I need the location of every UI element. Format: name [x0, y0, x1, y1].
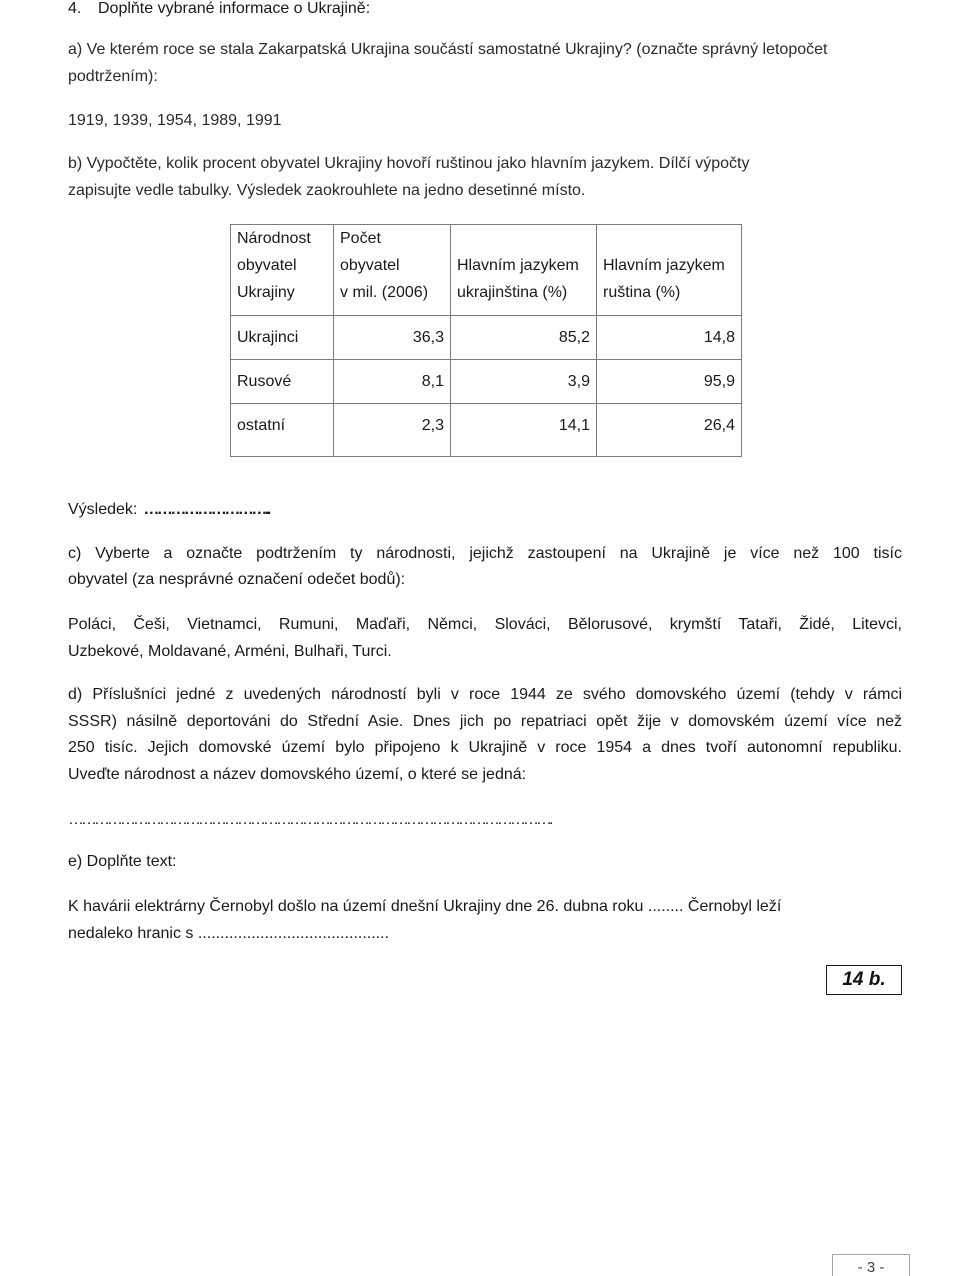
- header-russian-language: [597, 225, 742, 316]
- part-e-line-2: nedaleko hranic s ...........................................: [68, 925, 390, 942]
- table-row: [231, 360, 742, 404]
- cell-russian-pct: 26,4: [597, 404, 742, 457]
- header-line: Počet: [340, 230, 381, 247]
- cell-nationality: Ukrajinci: [231, 316, 334, 360]
- table-row: [231, 316, 742, 360]
- cell-population: 36,3: [334, 316, 451, 360]
- table-header-row: [231, 225, 742, 316]
- cell-ukrainian-pct: 85,2: [451, 316, 597, 360]
- language-table: [230, 224, 742, 457]
- header-line: Ukrajiny: [237, 284, 295, 301]
- part-b-prompt: [68, 150, 902, 204]
- result-line: [68, 496, 902, 523]
- cell-russian-pct: 14,8: [597, 316, 742, 360]
- header-line: Hlavním jazykem: [457, 257, 579, 274]
- table-row: [231, 404, 742, 457]
- part-a-prompt: [68, 36, 902, 90]
- part-d-line-4: Uveďte národnost a název domovského území, o které se jedná:: [68, 766, 527, 784]
- part-e-text: [68, 893, 902, 947]
- part-d-line-2: SSSR) násilně deportováni do Střední Asie. Dnes jich po repatriaci opět žije v domovském území více než: [68, 712, 902, 730]
- page-number: - 3 -: [832, 1254, 910, 1276]
- result-label: Výsledek:: [68, 501, 138, 518]
- points-box: 14 b.: [826, 965, 902, 995]
- cell-ukrainian-pct: 3,9: [451, 360, 597, 404]
- part-e-heading: e) Doplňte text:: [68, 853, 177, 870]
- cell-population: 8,1: [334, 360, 451, 404]
- header-line: Hlavním jazykem: [603, 257, 725, 274]
- question-title: Doplňte vybrané informace o Ukrajině:: [98, 0, 371, 17]
- part-d-line-1: d) Příslušníci jedné z uvedených národností byli v roce 1944 ze svého domovského území (tehdy v rámci: [68, 686, 902, 703]
- cell-russian-pct: 95,9: [597, 360, 742, 404]
- header-line: v mil. (2006): [340, 284, 429, 301]
- header-line: obyvatel: [340, 257, 400, 274]
- header-line: obyvatel: [237, 257, 297, 274]
- nationalities-line-1: Poláci, Češi, Vietnamci, Rumuni, Maďaři, Němci, Slováci, Bělorusové, krymští Tataři, Židé, Litevci,: [68, 616, 902, 633]
- part-b-line-1: b) Vypočtěte, kolik procent obyvatel Ukrajiny hovoří ruštinou jako hlavním jazykem. Dílčí výpočty: [68, 155, 750, 172]
- part-d-prompt: [68, 682, 902, 789]
- part-c-prompt: [68, 541, 902, 593]
- header-line: ruština (%): [603, 284, 681, 301]
- question-heading: [68, 0, 902, 17]
- part-b-line-2: zapisujte vedle tabulky. Výsledek zaokrouhlete na jedno desetinné místo.: [68, 182, 586, 199]
- header-nationality: [231, 225, 334, 316]
- cell-nationality: Rusové: [231, 360, 334, 404]
- part-a-line-2: podtržením):: [68, 68, 158, 85]
- cell-ukrainian-pct: 14,1: [451, 404, 597, 457]
- part-a-line-1: a) Ve kterém roce se stala Zakarpatská Ukrajina součástí samostatné Ukrajiny? (označte správný letopočet: [68, 41, 828, 58]
- cell-nationality: ostatní: [231, 404, 334, 457]
- result-blank: ………………………..: [143, 501, 269, 518]
- nationalities-line-2: Uzbekové, Moldavané, Arméni, Bulhaři, Turci.: [68, 643, 392, 660]
- header-line: ukrajinština (%): [457, 284, 568, 301]
- answer-dots: ………………………………………………………………………………………………….: [68, 811, 551, 828]
- year-options: 1919, 1939, 1954, 1989, 1991: [68, 112, 282, 129]
- header-population: [334, 225, 451, 316]
- question-number: 4.: [68, 0, 82, 17]
- part-c-line-1: c) Vyberte a označte podtržením ty národnosti, jejichž zastoupení na Ukrajině je více než 100 tisíc: [68, 545, 902, 562]
- nationalities-list: [68, 611, 902, 665]
- part-d-line-3: 250 tisíc. Jejich domovské území bylo připojeno k Ukrajině v roce 1954 a dnes tvoří autonomní republiku.: [68, 739, 902, 757]
- part-c-line-2: obyvatel (za nesprávné označení odečet bodů):: [68, 571, 406, 588]
- part-e-line-1: K havárii elektrárny Černobyl došlo na území dnešní Ukrajiny dne 26. dubna roku ........ Černobyl leží: [68, 898, 782, 915]
- header-line: Národnost: [237, 230, 311, 247]
- part-d-answer-blank: [68, 806, 902, 833]
- cell-population: 2,3: [334, 404, 451, 457]
- header-ukrainian-language: [451, 225, 597, 316]
